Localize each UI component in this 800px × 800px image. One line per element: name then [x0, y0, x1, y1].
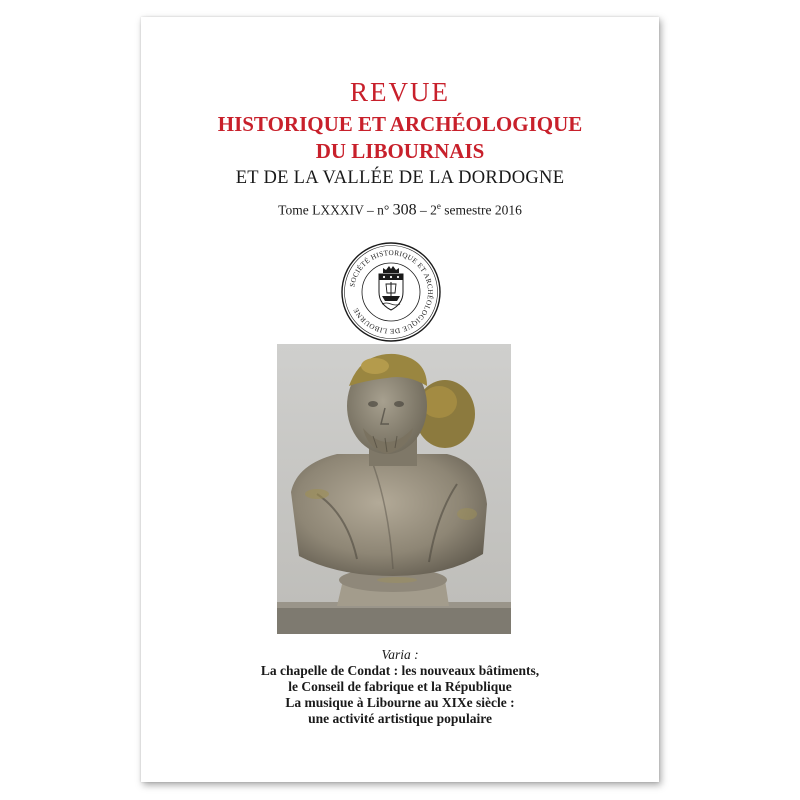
cover-photo-stone-bust	[277, 344, 511, 634]
journal-title-line-2: DU LIBOURNAIS	[315, 139, 485, 163]
issue-suffix: semestre 2016	[440, 202, 522, 218]
journal-cover	[141, 17, 659, 782]
society-seal	[339, 240, 443, 344]
contents-line: une activité artistique populaire	[308, 711, 492, 726]
contents-line: le Conseil de fabrique et la République	[288, 679, 512, 694]
issue-dash: – 2	[416, 202, 437, 218]
bust-image	[277, 344, 511, 634]
journal-title-line-1: HISTORIQUE ET ARCHÉOLOGIQUE	[217, 112, 583, 136]
issue-info	[141, 201, 659, 220]
seal-ring-text: SOCIÉTÉ HISTORIQUE ET ARCHÉOLOGIQUE DE LIBOURNE	[348, 248, 435, 336]
journal-title-revue: REVUE	[350, 77, 450, 107]
contents-block	[141, 647, 659, 727]
issue-number: 308	[392, 201, 417, 219]
contents-label: Varia :	[381, 647, 419, 662]
contents-line: La musique à Libourne au XIXe siècle :	[285, 695, 515, 710]
journal-subtitle: ET DE LA VALLÉE DE LA DORDOGNE	[235, 168, 565, 188]
contents-line: La chapelle de Condat : les nouveaux bâtiments,	[260, 663, 540, 678]
issue-prefix: Tome LXXXIV – n°	[278, 202, 393, 218]
seal-graphic	[339, 240, 443, 344]
issue-sup: e	[436, 201, 441, 211]
coat-of-arms-icon	[379, 266, 403, 310]
